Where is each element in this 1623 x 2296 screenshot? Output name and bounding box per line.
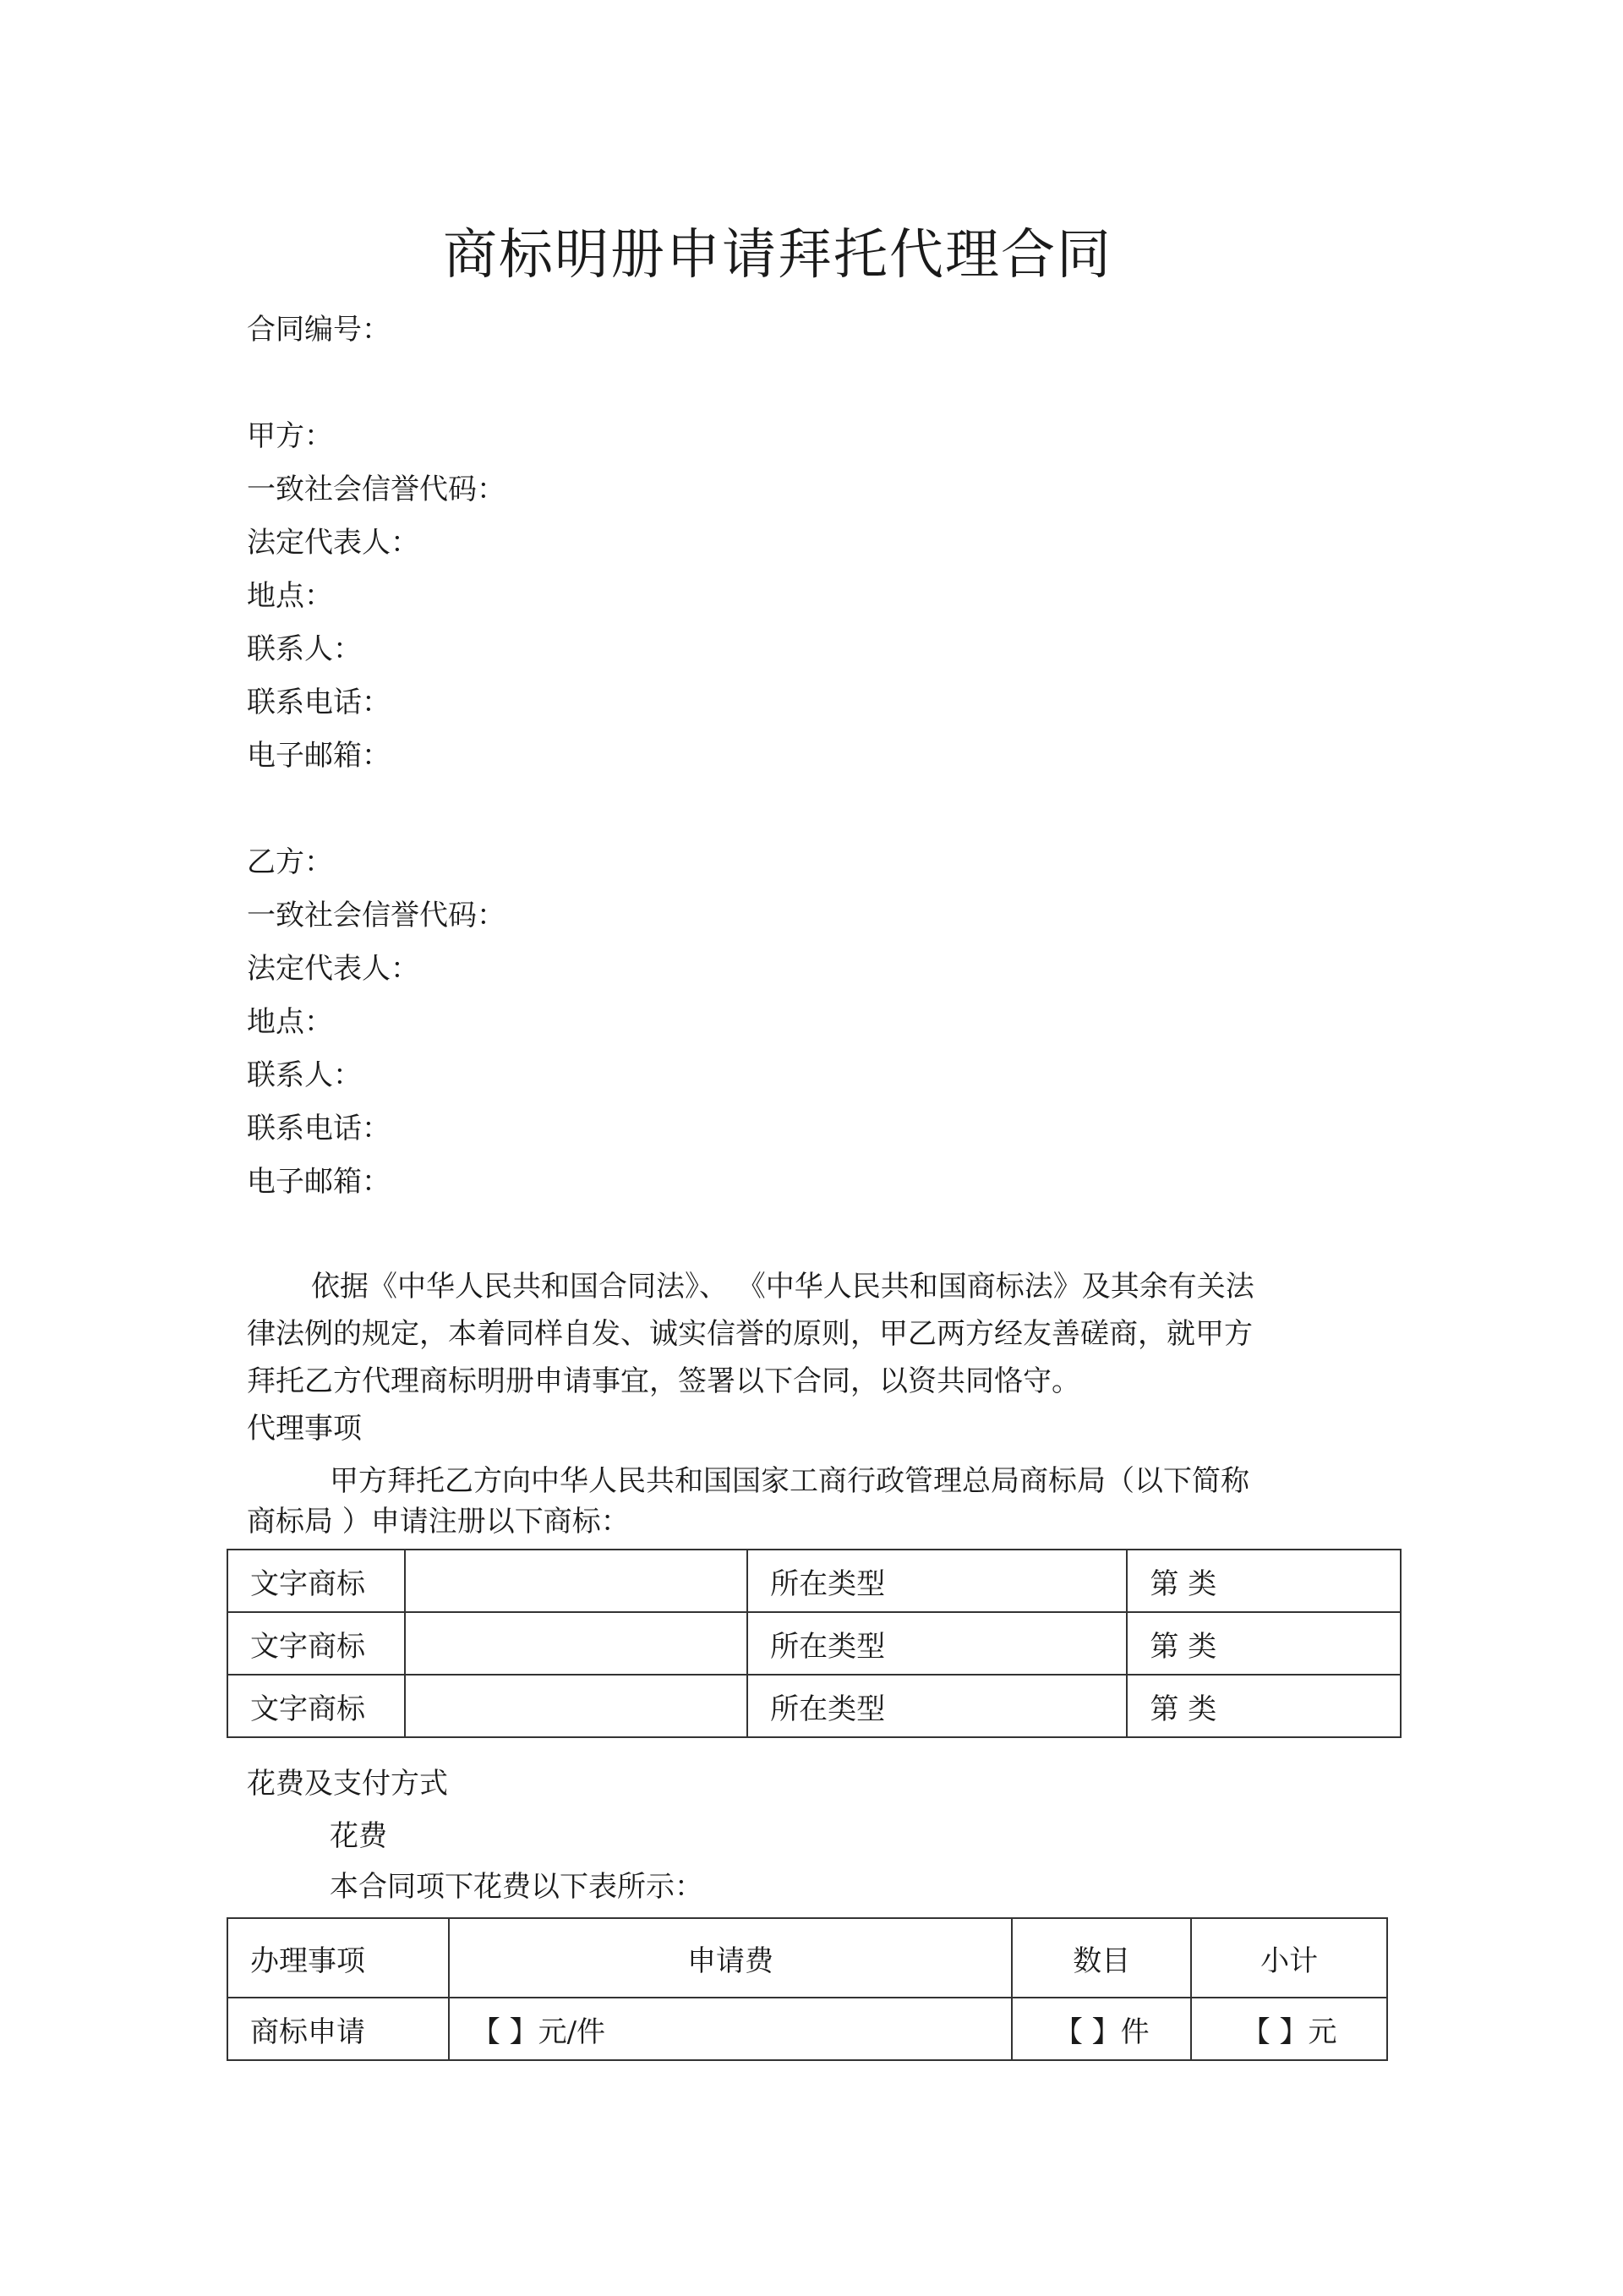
- trademark-label-cell: 文字商标: [227, 1612, 405, 1675]
- party-a-name-label: 甲方：: [247, 419, 333, 453]
- party-b-name-label: 乙方：: [247, 845, 333, 879]
- party-a-address-label: 地点：: [247, 579, 333, 613]
- party-a-legal-rep-label: 法定代表人：: [247, 526, 419, 560]
- trademark-type-label-cell: 所在类型: [747, 1675, 1127, 1737]
- section-heading-fees: 花费及支付方式: [247, 1767, 448, 1801]
- fee-quantity-cell: 【 】件: [1012, 1998, 1191, 2060]
- fee-header-cell: 申请费: [449, 1918, 1013, 1998]
- fee-subtotal-cell: 【 】元: [1191, 1998, 1387, 2060]
- fee-header-cell: 办理事项: [227, 1918, 449, 1998]
- trademark-type-label-cell: 所在类型: [747, 1612, 1127, 1675]
- trademark-value-cell: [405, 1550, 747, 1612]
- party-b-email-label: 电子邮箱：: [247, 1165, 391, 1199]
- agency-text-line: 商标局 ）申请注册以下商标：: [247, 1505, 630, 1539]
- party-a-email-label: 电子邮箱：: [247, 739, 391, 773]
- preamble-line: 依据《中华人民共和国合同法》、 《中华人民共和国商标法》及其余有关法: [311, 1270, 1254, 1304]
- table-row: [227, 1550, 1401, 1612]
- document-title: 商标明册申请拜托代理合同: [443, 224, 1112, 287]
- table-row: [227, 1612, 1401, 1675]
- trademark-table: [227, 1549, 1402, 1738]
- party-b-contact-label: 联系人：: [247, 1058, 362, 1092]
- trademark-label-cell: 文字商标: [227, 1550, 405, 1612]
- table-header-row: [227, 1918, 1387, 1998]
- fee-amount-cell: 【 】元/件: [449, 1998, 1013, 2060]
- trademark-class-cell: 第 类: [1127, 1612, 1401, 1675]
- agency-text-line: 甲方拜托乙方向中华人民共和国国家工商行政管理总局商标局（以下简称: [330, 1464, 1249, 1498]
- trademark-class-cell: 第 类: [1127, 1550, 1401, 1612]
- section-heading-agency: 代理事项: [247, 1412, 362, 1446]
- trademark-value-cell: [405, 1612, 747, 1675]
- party-b-credit-code-label: 一致社会信誉代码：: [247, 899, 505, 932]
- party-b-phone-label: 联系电话：: [247, 1112, 391, 1145]
- preamble-line: 拜托乙方代理商标明册申请事宜，签署以下合同，以资共同恪守。: [247, 1364, 1080, 1398]
- fee-table: [227, 1917, 1388, 2061]
- fee-header-cell: 数目: [1012, 1918, 1191, 1998]
- trademark-type-label-cell: 所在类型: [747, 1550, 1127, 1612]
- party-a-contact-label: 联系人：: [247, 632, 362, 666]
- fee-item-cell: 商标申请: [227, 1998, 449, 2060]
- preamble-line: 律法例的规定，本着同样自发、诚实信誉的原则，甲乙两方经友善磋商，就甲方: [247, 1317, 1253, 1351]
- trademark-class-cell: 第 类: [1127, 1675, 1401, 1737]
- fees-text: 本合同项下花费以下表所示：: [330, 1870, 703, 1904]
- trademark-value-cell: [405, 1675, 747, 1737]
- contract-number-label: 合同编号：: [247, 313, 391, 347]
- fee-header-cell: 小计: [1191, 1918, 1387, 1998]
- table-row: [227, 1675, 1401, 1737]
- trademark-label-cell: 文字商标: [227, 1675, 405, 1737]
- table-row: [227, 1998, 1387, 2060]
- party-b-legal-rep-label: 法定代表人：: [247, 952, 419, 986]
- party-b-address-label: 地点：: [247, 1005, 333, 1039]
- fees-subheading: 花费: [330, 1819, 387, 1853]
- party-a-credit-code-label: 一致社会信誉代码：: [247, 473, 505, 506]
- party-a-phone-label: 联系电话：: [247, 686, 391, 719]
